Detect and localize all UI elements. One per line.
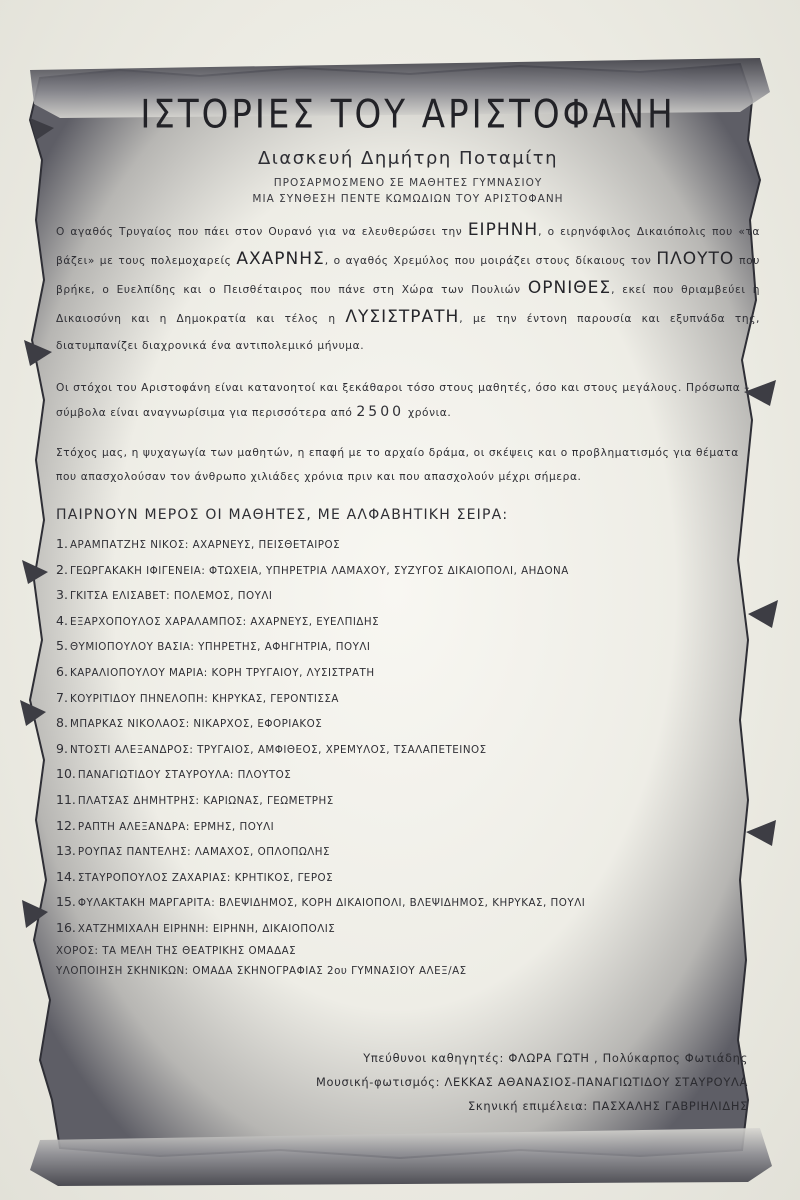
list-item: 2. ΓΕΩΡΓΑΚΑΚΗ ΙΦΙΓΕΝΕΙΑ: ΦΤΩΧΕΙΑ, ΥΠΗΡΕΤΡΙΑ ΛΑΜΑΧΟΥ, ΣΥΖΥΓΟΣ ΔΙΚΑΙΟΠΟΛΙ, ΑΗΔΟΝΑ <box>56 561 569 577</box>
cast-list <box>56 531 760 941</box>
credits-teachers: Υπεύθυνοι καθηγητές: ΦΛΩΡΑ ΓΩΤΗ , Πολύκαρπος Φωτιάδης <box>363 1051 748 1065</box>
play-lysistrati: ΛΥΣΙΣΤΡΑΤΗ <box>345 307 460 327</box>
list-item: 16. ΧΑΤΖΗΜΙΧΑΛΗ ΕΙΡΗΝΗ: ΕΙΡΗΝΗ, ΔΙΚΑΙΟΠΟΛΙΣ <box>56 919 336 935</box>
list-item: 6. ΚΑΡΑΛΙΟΠΟΥΛΟΥ ΜΑΡΙΑ: ΚΟΡΗ ΤΡΥΓΑΙΟΥ, ΛΥΣΙΣΤΡΑΤΗ <box>56 663 375 679</box>
list-item: 12. ΡΑΠΤΗ ΑΛΕΞΑΝΔΡΑ: ΕΡΜΗΣ, ΠΟΥΛΙ <box>56 817 275 833</box>
sets-line: ΥΛΟΠΟΙΗΣΗ ΣΚΗΝΙΚΩΝ: ΟΜΑΔΑ ΣΚΗΝΟΓΡΑΦΙΑΣ 2ου ΓΥΜΝΑΣΙΟΥ ΑΛΕΞ/ΑΣ <box>56 964 467 977</box>
list-item: 10. ΠΑΝΑΓΙΩΤΙΔΟΥ ΣΤΑΥΡΟΥΛΑ: ΠΛΟΥΤΟΣ <box>56 766 292 782</box>
list-item: 7. ΚΟΥΡΙΤΙΔΟΥ ΠΗΝΕΛΟΠΗ: ΚΗΡΥΚΑΣ, ΓΕΡΟΝΤΙΣΣΑ <box>56 689 339 705</box>
subline-adapted: ΠΡΟΣΑΡΜΟΣΜΕΝΟ ΣΕ ΜΑΘΗΤΕΣ ΓΥΜΝΑΣΙΟΥ <box>273 177 543 189</box>
list-item: 8. ΜΠΑΡΚΑΣ ΝΙΚΟΛΑΟΣ: ΝΙΚΑΡΧΟΣ, ΕΦΟΡΙΑΚΟΣ <box>56 715 323 731</box>
play-acharnis: ΑΧΑΡΝΗΣ <box>236 249 325 269</box>
participants-heading: ΠΑΙΡΝΟΥΝ ΜΕΡΟΣ ΟΙ ΜΑΘΗΤΕΣ, ΜΕ ΑΛΦΑΒΗΤΙΚΗ ΣΕΙΡΑ: <box>56 507 509 523</box>
intro-paragraph-1: Ο αγαθός Τρυγαίος που πάει στον Ουρανό για να ελευθερώσει την ΕΙΡΗΝΗ, ο ειρηνόφιλος Δικαιόπολις που «τα βάζει» με τους πολεμοχαρείς ΑΧΑΡΝΗΣ, ο αγαθός Χρεμύλος που μοιράζει στους δίκαιους τον ΠΛΟΥΤΟ που βρήκε, ο Ευελπίδης και ο Πεισθέταιρος που πάνε στη Χώρα των Πουλιών ΟΡΝΙΘΕΣ, εκεί που θριαμβεύει η Δικαιοσύνη και η Δημοκρατία και τέλος η ΛΥΣΙΣΤΡΑΤΗ, με την έντονη παρουσία και εξυπνάδα της, διατυμπανίζει διαχρονικά ένα αντιπολεμικό μήνυμα. <box>56 220 761 352</box>
credits-block <box>316 1046 748 1118</box>
list-item: 3. ΓΚΙΤΣΑ ΕΛΙΣΑΒΕΤ: ΠΟΛΕΜΟΣ, ΠΟΥΛΙ <box>56 587 273 603</box>
credits-stage-design: Σκηνική επιμέλεια: ΠΑΣΧΑΛΗΣ ΓΑΒΡΙΗΛΙΔΗΣ <box>468 1099 748 1113</box>
list-item: 14. ΣΤΑΥΡΟΠΟΥΛΟΣ ΖΑΧΑΡΙΑΣ: ΚΡΗΤΙΚΟΣ, ΓΕΡΟΣ <box>56 868 334 884</box>
credits-music-lighting: Μουσική-φωτισμός: ΛΕΚΚΑΣ ΑΘΑΝΑΣΙΟΣ-ΠΑΝΑΓΙΩΤΙΔΟΥ ΣΤΑΥΡΟΥΛΑ <box>316 1075 748 1089</box>
list-item: 5. ΘΥΜΙΟΠΟΥΛΟΥ ΒΑΣΙΑ: ΥΠΗΡΕΤΗΣ, ΑΦΗΓΗΤΡΙΑ, ΠΟΥΛΙ <box>56 638 371 654</box>
document-subtitle: Διασκευή Δημήτρη Ποταμίτη <box>257 148 559 169</box>
chorus-line: ΧΟΡΟΣ: ΤΑ ΜΕΛΗ ΤΗΣ ΘΕΑΤΡΙΚΗΣ ΟΜΑΔΑΣ <box>56 944 297 957</box>
intro-paragraph-3: Στόχος μας, η ψυχαγωγία των μαθητών, η επαφή με το αρχαίο δράμα, οι σκέψεις και ο προβληματισμός για θέματα που απασχολούσαν τον άνθρωπο χιλιάδες χρόνια πριν και που απασχολούν μέχρι σήμερα. <box>56 447 739 483</box>
list-item: 15. ΦΥΛΑΚΤΑΚΗ ΜΑΡΓΑΡΙΤΑ: ΒΛΕΨΙΔΗΜΟΣ, ΚΟΡΗ ΔΙΚΑΙΟΠΟΛΙ, ΒΛΕΨΙΔΗΜΟΣ, ΚΗΡΥΚΑΣ, ΠΟΥΛΙ <box>56 894 586 910</box>
subline-synthesis: ΜΙΑ ΣΥΝΘΕΣΗ ΠΕΝΤΕ ΚΩΜΩΔΙΩΝ ΤΟΥ ΑΡΙΣΤΟΦΑΝΗ <box>252 193 564 205</box>
play-ornithes: ΟΡΝΙΘΕΣ <box>527 278 612 298</box>
document-body <box>48 92 768 1152</box>
intro-paragraph-2: Οι στόχοι του Αριστοφάνη είναι κατανοητοί και ξεκάθαροι τόσο στους μαθητές, όσο και στους μεγάλους. Πρόσωπα – σύμβολα είναι αναγνωρίσιμα για περισσότερα από 2500 χρόνια. <box>56 382 751 420</box>
list-item: 4. ΕΞΑΡΧΟΠΟΥΛΟΣ ΧΑΡΑΛΑΜΠΟΣ: ΑΧΑΡΝΕΥΣ, ΕΥΕΛΠΙΔΗΣ <box>56 612 380 628</box>
list-item: 13. ΡΟΥΠΑΣ ΠΑΝΤΕΛΗΣ: ΛΑΜΑΧΟΣ, ΟΠΛΟΠΩΛΗΣ <box>56 843 331 859</box>
years-number: 2500 <box>356 404 405 420</box>
list-item: 11. ΠΛΑΤΣΑΣ ΔΗΜΗΤΡΗΣ: ΚΑΡΙΩΝΑΣ, ΓΕΩΜΕΤΡΗΣ <box>56 791 334 807</box>
play-eirini: ΕΙΡΗΝΗ <box>467 220 539 240</box>
list-item: 9. ΝΤΟΣΤΙ ΑΛΕΞΑΝΔΡΟΣ: ΤΡΥΓΑΙΟΣ, ΑΜΦΙΘΕΟΣ, ΧΡΕΜΥΛΟΣ, ΤΣΑΛΑΠΕΤΕΙΝΟΣ <box>56 740 487 756</box>
play-ploutos: ΠΛΟΥΤΟ <box>656 249 735 269</box>
document-title: ΙΣΤΟΡΙΕΣ ΤΟΥ ΑΡΙΣΤΟΦΑΝΗ <box>140 92 676 138</box>
list-item: 1. ΑΡΑΜΠΑΤΖΗΣ ΝΙΚΟΣ: ΑΧΑΡΝΕΥΣ, ΠΕΙΣΘΕΤΑΙΡΟΣ <box>56 536 341 551</box>
